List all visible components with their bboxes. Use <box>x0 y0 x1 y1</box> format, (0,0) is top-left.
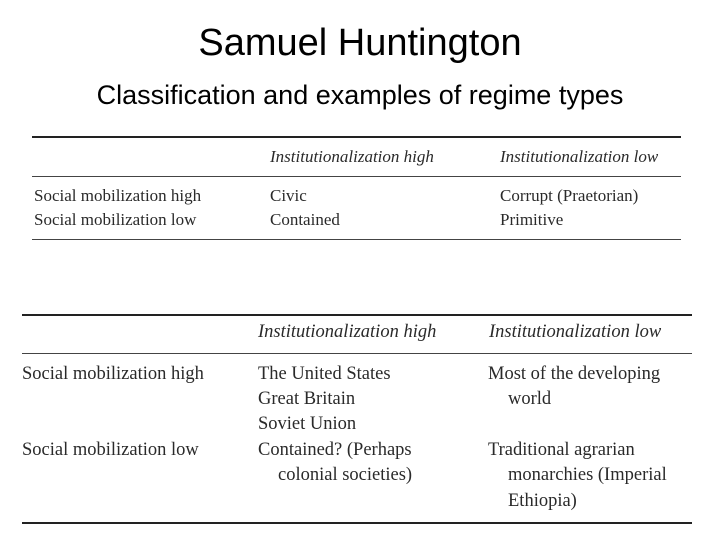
table-1-col-header-high: Institutionalization high <box>270 147 434 166</box>
table-2-cell-line: colonial societies) <box>278 465 413 485</box>
table-1-header-rule <box>32 176 681 177</box>
table-2-cell-line: The United States <box>258 364 391 384</box>
table-2-col-header-high: Institutionalization high <box>258 322 437 342</box>
table-2-row-label: Social mobilization low <box>22 440 199 460</box>
table-1-cell: Civic <box>270 186 307 205</box>
table-1-cell: Contained <box>270 210 340 229</box>
table-2-cell-line: Contained? (Perhaps <box>258 440 412 460</box>
table-2-cell-line: world <box>508 389 552 409</box>
table-2-bottom-rule <box>22 522 692 524</box>
table-2-cell-line: Ethiopia) <box>508 491 577 511</box>
table-2-top-rule <box>22 314 692 316</box>
table-2-header-rule <box>22 353 692 354</box>
table-2-col-header-low: Institutionalization low <box>489 322 662 342</box>
table-2-row-label: Social mobilization high <box>22 364 204 384</box>
table-2-cell-line: monarchies (Imperial <box>508 465 667 485</box>
table-1-top-rule <box>32 136 681 138</box>
table-2-cell-line: Soviet Union <box>258 414 357 434</box>
table-2-cell-line: Traditional agrarian <box>488 440 635 460</box>
slide-subtitle: Classification and examples of regime types <box>96 80 624 110</box>
table-1-bottom-rule <box>32 239 681 240</box>
table-2-cell-line: Most of the developing <box>488 364 661 384</box>
table-1-col-header-low: Institutionalization low <box>500 147 659 166</box>
table-1-row-label: Social mobilization high <box>34 186 202 205</box>
table-2-cell-line: Great Britain <box>258 389 356 409</box>
table-1-cell: Primitive <box>500 210 564 229</box>
table-1-row-label: Social mobilization low <box>34 210 197 229</box>
table-1-cell: Corrupt (Praetorian) <box>500 186 639 205</box>
slide-title: Samuel Huntington <box>198 22 522 64</box>
